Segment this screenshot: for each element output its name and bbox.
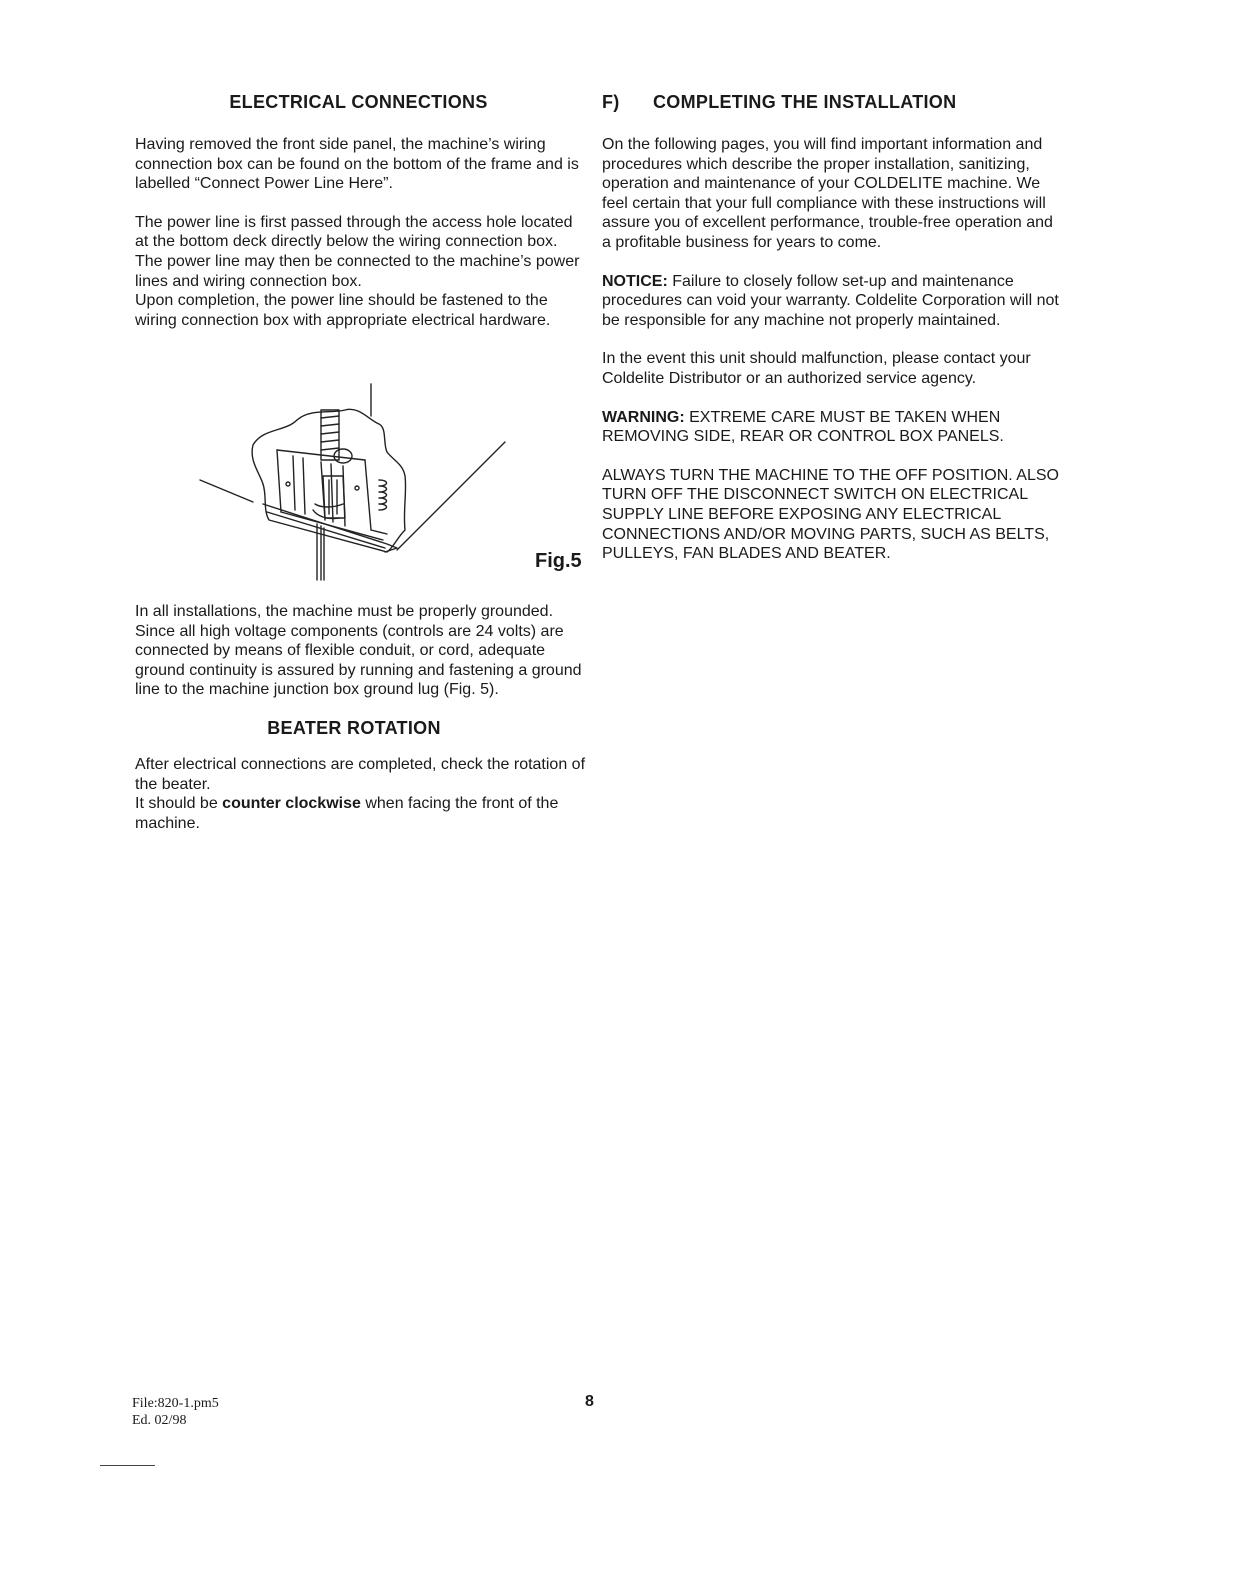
section-letter: F) <box>602 92 620 112</box>
footer-edition: Ed. 02/98 <box>132 1413 187 1428</box>
beater-text-post: when facing the front of the machine. <box>135 795 559 832</box>
off-position-para: ALWAYS TURN THE MACHINE TO THE OFF POSITION. ALSO TURN OFF THE DISCONNECT SWITCH ON ELECTRICAL SUPPLY LINE BEFORE EXPOSING ANY ELECTRICAL CONNECTIONS AND/OR MOVING PARTS, SUCH AS BELTS, PULLEYS, FAN BLADES AND BEATER. <box>602 466 1059 563</box>
wiring-box-drawing <box>135 380 585 590</box>
beater-rotation-heading: BEATER ROTATION <box>267 717 441 738</box>
warning-label: WARNING: <box>602 408 685 426</box>
electrical-connections-heading: ELECTRICAL CONNECTIONS <box>229 92 488 112</box>
notice-text: Failure to closely follow set-up and maintenance procedures can void your warranty. Coldelite Corporation will not be responsible for any machine not properly maintained. <box>602 272 1059 329</box>
warning-para <box>602 408 1062 447</box>
footer-file-name: File:820-1.pm5 <box>132 1396 219 1411</box>
footer-rule <box>100 1465 155 1466</box>
page-number: 8 <box>585 1393 594 1410</box>
beater-para-1: After electrical connections are completed, check the rotation of the beater. <box>135 755 586 793</box>
electrical-para-2a: The power line is first passed through the access hole located at the bottom deck directly below the wiring connection box. <box>135 213 573 251</box>
left-column <box>135 92 585 330</box>
warning-text: EXTREME CARE MUST BE TAKEN WHEN REMOVING SIDE, REAR OR CONTROL BOX PANELS. <box>602 408 1004 446</box>
fig5-wiring-box-illustration <box>135 380 585 590</box>
grounding-para: In all installations, the machine must be properly grounded. Since all high voltage components (controls are 24 volts) are connected by means of flexible conduit, or cord, adequate ground continuity is assured by running and fastening a ground line to the machine junction box ground lug (Fig. 5). <box>135 603 582 699</box>
notice-label: NOTICE: <box>602 272 668 290</box>
electrical-para-1: Having removed the front side panel, the machine’s wiring connection box can be found on the bottom of the frame and is labelled “Connect Power Line Here”. <box>135 136 579 193</box>
electrical-para-2b: The power line may then be connected to the machine’s power lines and wiring connection box. <box>135 252 580 290</box>
installation-para-1: On the following pages, you will find important information and procedures which describe the proper installation, sanitizing, operation and maintenance of your COLDELITE machine. We feel certain that your full compliance with these instructions will assure you of excellent performance, trouble-free operation and a profitable business for years to come. <box>602 136 1053 251</box>
figure-label: Fig.5 <box>535 550 582 572</box>
beater-para-2 <box>135 794 585 833</box>
malfunction-para: In the event this unit should malfunction, please contact your Coldelite Distributor or an authorized service agency. <box>602 350 1031 387</box>
beater-direction-bold: counter clockwise <box>222 795 361 813</box>
section-title: COMPLETING THE INSTALLATION <box>653 92 957 112</box>
electrical-para-2c: Upon completion, the power line should be fastened to the wiring connection box with appropriate electrical hardware. <box>135 292 551 329</box>
footer-file-info <box>132 1395 219 1429</box>
notice-para <box>602 272 1062 331</box>
completing-installation-heading <box>602 92 1062 113</box>
right-column <box>602 92 1062 564</box>
left-column-lower <box>135 602 585 833</box>
beater-text-pre: It should be <box>135 795 223 813</box>
